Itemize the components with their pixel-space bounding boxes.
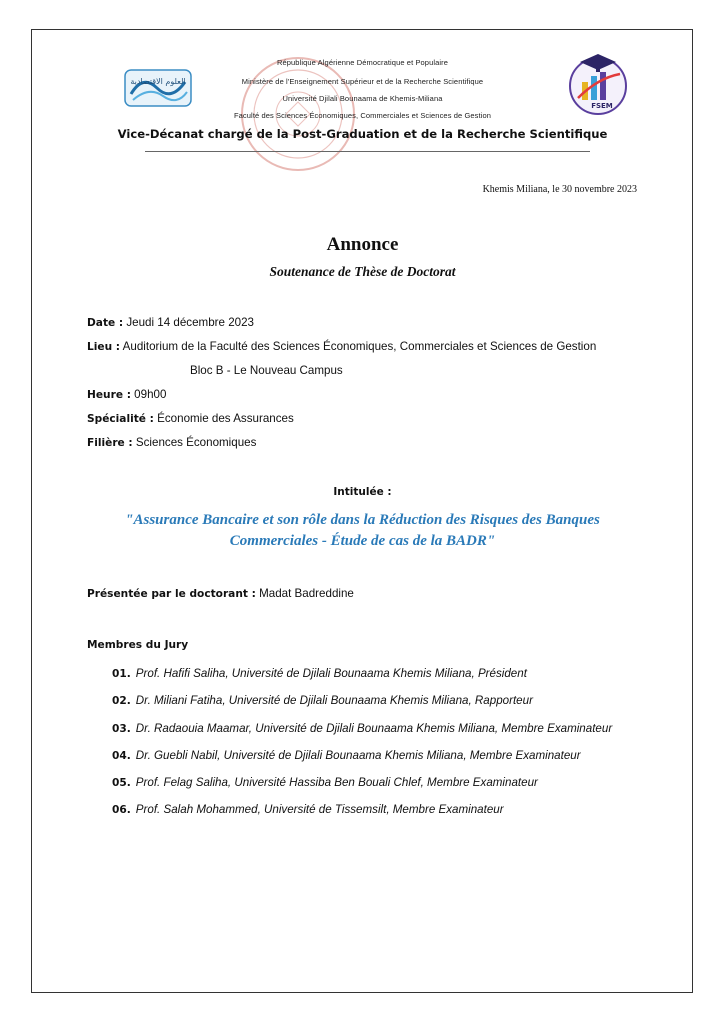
page-title: Annonce xyxy=(326,234,399,255)
header-republic: République Algérienne Démocratique et Populaire xyxy=(276,58,449,67)
jury-text: Prof. Felag Saliha, Université Hassiba Ben Bouali Chlef, Membre Examinateur xyxy=(135,776,538,790)
svg-text:FSEM: FSEM xyxy=(591,102,613,110)
lieu-row xyxy=(87,340,596,353)
date-label: Date : xyxy=(87,317,124,329)
jury-list xyxy=(112,667,612,831)
presenter-label: Présentée par le doctorant : xyxy=(87,588,256,600)
heure-row xyxy=(87,388,166,401)
jury-number: 01. xyxy=(112,668,131,680)
jury-member xyxy=(112,776,612,803)
date-row xyxy=(87,316,254,329)
svg-text:العلوم الاقتصادية: العلوم الاقتصادية xyxy=(130,77,186,86)
jury-number: 02. xyxy=(112,695,131,708)
jury-number: 05. xyxy=(112,777,131,790)
jury-text: Prof. Salah Mohammed, Université de Tissemsilt, Membre Examinateur xyxy=(135,803,504,817)
jury-text: Prof. Hafifi Saliha, Université de Djilali Bounaama Khemis Miliana, Président xyxy=(135,667,527,680)
jury-number: 03. xyxy=(112,722,131,735)
jury-number: 06. xyxy=(112,804,131,817)
specialite-row xyxy=(87,412,294,425)
jury-member xyxy=(112,749,612,776)
lieu-label: Lieu : xyxy=(87,341,121,353)
filiere-value: Sciences Économiques xyxy=(135,436,257,449)
jury-number: 04. xyxy=(112,749,131,762)
thesis-title: "Assurance Bancaire et son rôle dans la Réduction des Risques des Banques Commerciales - Étude de cas de la BADR" xyxy=(125,512,600,549)
heure-value: 09h00 xyxy=(134,388,167,401)
jury-member xyxy=(112,722,612,749)
jury-member xyxy=(112,667,612,694)
vice-decanat-title: Vice-Décanat chargé de la Post-Graduation et de la Recherche Scientifique xyxy=(117,127,608,141)
faculty-logo xyxy=(123,64,193,110)
heure-label: Heure : xyxy=(87,389,131,401)
jury-member xyxy=(112,803,612,830)
lieu-value-2: Bloc B - Le Nouveau Campus xyxy=(190,364,343,377)
header-ministry: Ministère de l'Enseignement Supérieur et de la Recherche Scientifique xyxy=(241,77,484,86)
specialite-label: Spécialité : xyxy=(87,413,154,425)
header-university: Université Djilali Bounaama de Khemis-Miliana xyxy=(282,94,443,103)
presenter-name: Madat Badreddine xyxy=(259,587,354,600)
filiere-label: Filière : xyxy=(87,437,133,449)
jury-text: Dr. Miliani Fatiha, Université de Djilali Bounaama Khemis Miliana, Rapporteur xyxy=(135,694,533,708)
jury-title: Membres du Jury xyxy=(87,639,189,651)
jury-member xyxy=(112,694,612,721)
lieu-value: Auditorium de la Faculté des Sciences Économiques, Commerciales et Sciences de Gestion xyxy=(122,340,597,353)
intitulee-label: Intitulée : xyxy=(333,486,392,498)
jury-text: Dr. Radaouia Maamar, Université de Djilali Bounaama Khemis Miliana, Membre Examinateur xyxy=(135,721,613,735)
date-value: Jeudi 14 décembre 2023 xyxy=(126,316,254,329)
page-subtitle: Soutenance de Thèse de Doctorat xyxy=(269,264,456,279)
jury-text: Dr. Guebli Nabil, Université de Djilali Bounaama Khemis Miliana, Membre Examinateur xyxy=(135,748,581,762)
header-divider xyxy=(145,151,590,152)
presenter-row xyxy=(87,587,354,600)
filiere-row xyxy=(87,436,256,449)
specialite-value: Économie des Assurances xyxy=(157,412,294,425)
dateline: Khemis Miliana, le 30 novembre 2023 xyxy=(482,184,637,195)
header-faculty: Faculté des Sciences Économiques, Commerciales et Sciences de Gestion xyxy=(233,111,492,120)
